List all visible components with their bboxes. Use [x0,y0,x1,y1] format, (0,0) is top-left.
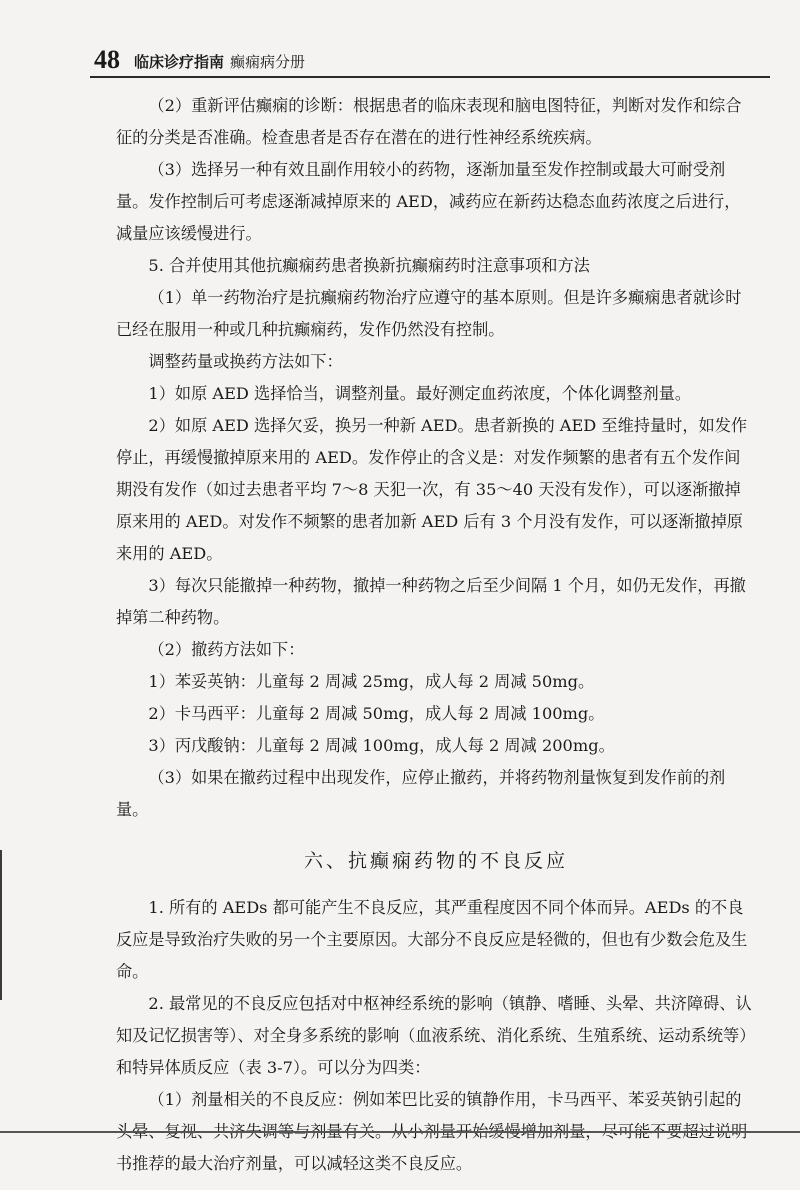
paragraph: （3）选择另一种有效且副作用较小的药物，逐渐加量至发作控制或最大可耐受剂量。发作控制后可考虑逐渐减掉原来的 AED，减药应在新药达稳态血药浓度之后进行，减量应该缓慢进行。 [116,160,741,243]
list-item: 3）丙戊酸钠：儿童每 2 周减 100mg，成人每 2 周减 200mg。 [148,736,615,755]
paragraph: 2. 最常见的不良反应包括对中枢神经系统的影响（镇静、嗜睡、头晕、共济障碍、认知及记忆损害等）、对全身多系统的影响（血液系统、消化系统、生殖系统、运动系统等）和特异体质反应（表 3-7）。可以分为四类： [116,994,756,1077]
paragraph: （1）剂量相关的不良反应：例如苯巴比妥的镇静作用，卡马西平、苯妥英钠引起的头晕、复视、共济失调等与剂量有关。从小剂量开始缓慢增加剂量，尽可能不要超过说明书推荐的最大治疗剂量，可以减轻这类不良反应。 [116,1090,748,1173]
list-item: 3）每次只能撤掉一种药物，撤掉一种药物之后至少间隔 1 个月，如仍无发作，再撤掉第二种药物。 [116,576,746,627]
page-edge-mark [0,850,2,1000]
paragraph: （3）如果在撤药过程中出现发作，应停止撤药，并将药物剂量恢复到发作前的剂量。 [116,768,726,819]
running-title [134,51,305,74]
list-item: 2）卡马西平：儿童每 2 周减 50mg，成人每 2 周减 100mg。 [148,704,605,723]
bottom-rule [0,1131,800,1133]
page-body [116,90,756,1180]
paragraph: （2）撤药方法如下： [148,640,305,659]
book-title: 临床诊疗指南 [134,53,225,71]
paragraph: 1. 所有的 AEDs 都可能产生不良反应，其严重程度因不同个体而异。AEDs 的不良反应是导致治疗失败的另一个主要原因。大部分不良反应是轻微的，但也有少数会危及生命。 [116,898,748,981]
section-heading: 六、抗癫痫药物的不良反应 [303,850,568,872]
subsection-title: 5. 合并使用其他抗癫痫药患者换新抗癫痫药时注意事项和方法 [148,256,590,275]
list-item: 2）如原 AED 选择欠妥，换另一种新 AED。患者新换的 AED 至维持量时，如发作停止，再缓慢撤掉原来用的 AED。发作停止的含义是：对发作频繁的患者有五个发作间期没有发作（如过去患者平均 7～8 天犯一次，有 35～40 天没有发作），可以逐渐撤掉原来用的 AED。对发作不频繁的患者加新 AED 后有 3 个月没有发作，可以逐渐撤掉原来用的 AED。 [116,416,748,563]
volume-title: 癫痫病分册 [230,53,306,71]
running-header [94,38,760,74]
paragraph: （2）重新评估癫痫的诊断：根据患者的临床表现和脑电图特征，判断对发作和综合征的分类是否准确。检查患者是否存在潜在的进行性神经系统疾病。 [116,96,742,147]
list-item: 1）如原 AED 选择恰当，调整剂量。最好测定血药浓度，个体化调整剂量。 [148,384,692,403]
paragraph: 调整药量或换药方法如下： [148,352,343,371]
paragraph: （1）单一药物治疗是抗癫痫药物治疗应遵守的基本原则。但是许多癫痫患者就诊时已经在服用一种或几种抗癫痫药，发作仍然没有控制。 [116,288,742,339]
header-rule [90,76,770,78]
list-item: 1）苯妥英钠：儿童每 2 周减 25mg，成人每 2 周减 50mg。 [148,672,595,691]
page-number: 48 [94,45,120,74]
